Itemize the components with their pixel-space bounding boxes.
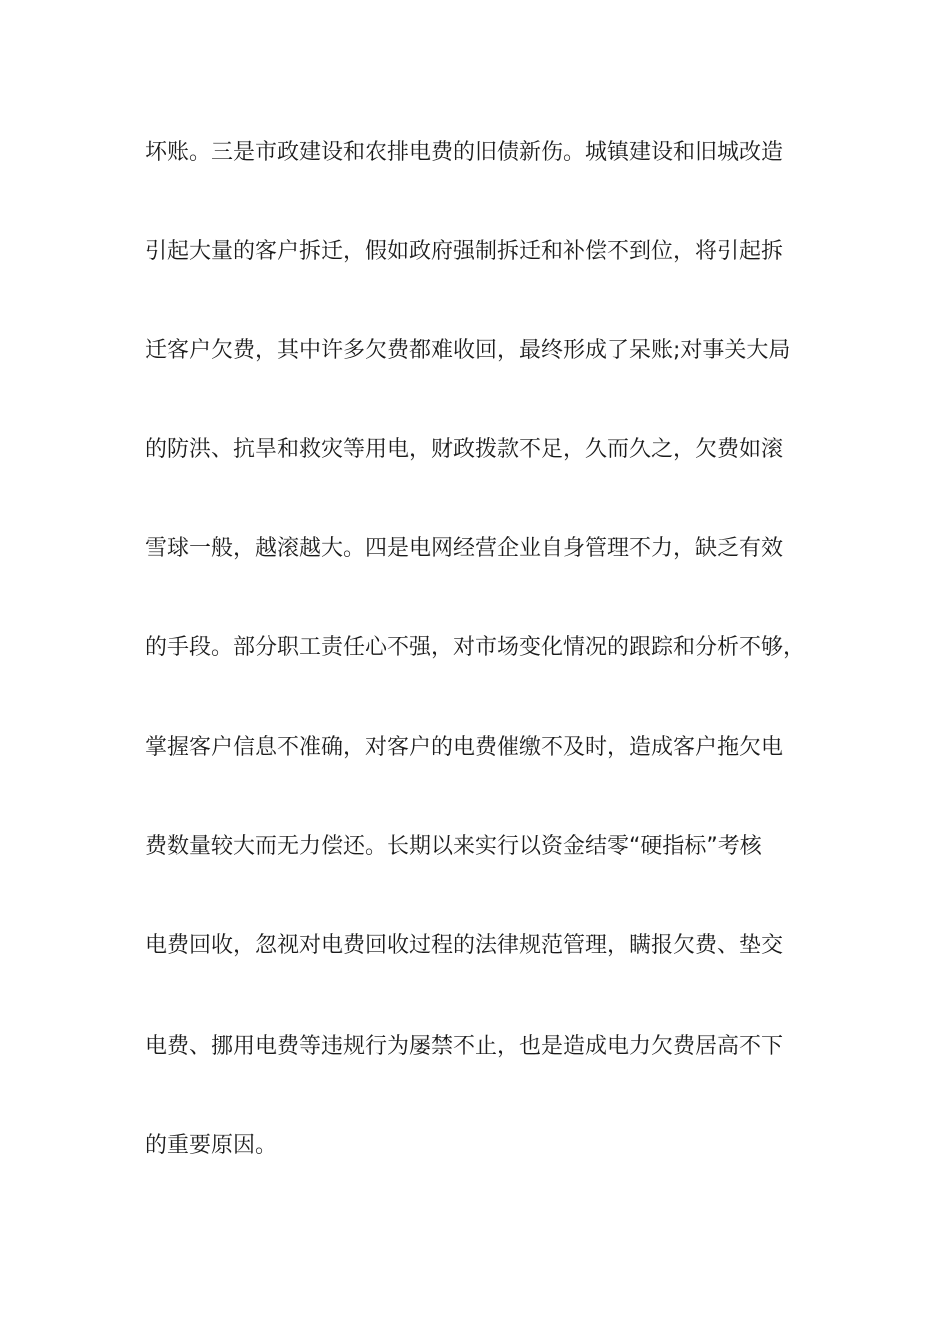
paragraph-line-10: 电费、挪用电费等违规行为屡禁不止，也是造成电力欠费居高不下	[145, 1034, 784, 1059]
paragraph-line-7: 掌握客户信息不准确，对客户的电费催缴不及时，造成客户拖欠电	[145, 735, 784, 760]
paragraph-line-6: 的手段。部分职工责任心不强，对市场变化情况的跟踪和分析不够，	[145, 635, 806, 660]
paragraph-line-2: 引起大量的客户拆迁，假如政府强制拆迁和补偿不到位，将引起拆	[145, 239, 784, 264]
paragraph-line-3: 迁客户欠费，其中许多欠费都难收回，最终形成了呆账;对事关大局	[145, 338, 791, 363]
paragraph-line-8: 费数量较大而无力偿还。长期以来实行以资金结零“硬指标”考核	[145, 834, 762, 859]
paragraph-line-5: 雪球一般，越滚越大。四是电网经营企业自身管理不力，缺乏有效	[145, 536, 784, 561]
paragraph-line-4: 的防洪、抗旱和救灾等用电，财政拨款不足，久而久之，欠费如滚	[145, 437, 784, 462]
paragraph-line-9: 电费回收，忽视对电费回收过程的法律规范管理，瞒报欠费、垫交	[145, 933, 784, 958]
paragraph-line-11: 的重要原因。	[145, 1133, 278, 1158]
paragraph-line-1: 坏账。三是市政建设和农排电费的旧债新伤。城镇建设和旧城改造	[145, 140, 784, 165]
